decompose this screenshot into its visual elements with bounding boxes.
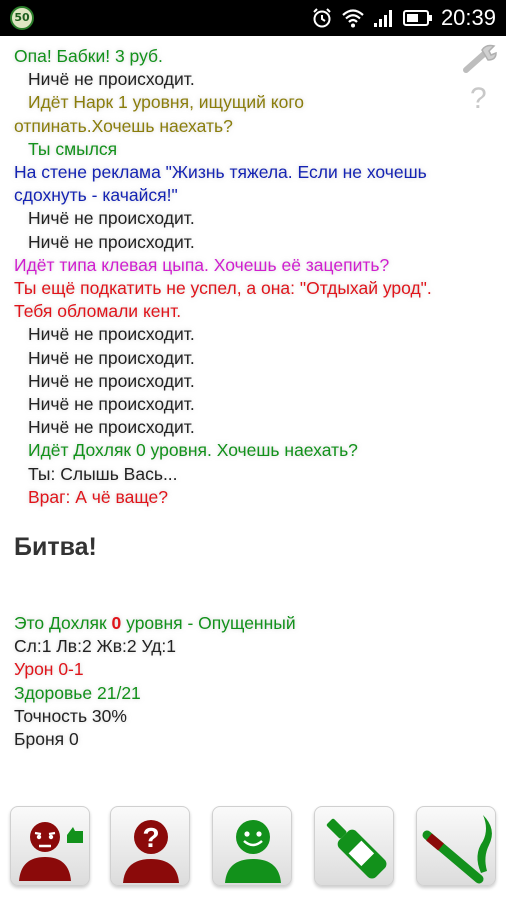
battery-icon <box>403 9 433 27</box>
signal-icon <box>373 8 395 28</box>
enemy-stats: Сл:1 Лв:2 Жв:2 Уд:1 <box>14 636 177 657</box>
bottle-icon <box>315 807 395 887</box>
svg-text:?: ? <box>142 822 160 853</box>
bottle-button[interactable] <box>314 806 394 886</box>
status-bar <box>0 0 506 36</box>
log-line: Тебя обломали кент. <box>14 301 182 322</box>
help-icon[interactable]: ? <box>470 82 487 115</box>
attack-button[interactable] <box>10 806 90 886</box>
cigarette-button[interactable] <box>416 806 496 886</box>
battle-title: Битва! <box>14 533 97 561</box>
enemy-prefix: Это Дохляк <box>14 613 112 633</box>
event-log <box>14 45 484 509</box>
cigarette-icon <box>417 807 497 887</box>
enemy-health: Здоровье 21/21 <box>14 682 141 703</box>
wifi-icon <box>341 8 365 28</box>
question-face-icon <box>111 807 191 887</box>
question-button[interactable] <box>110 806 190 886</box>
notification-badge: 50 <box>10 6 34 30</box>
log-line: Ничё не происходит. <box>28 208 195 229</box>
enemy-damage: Урон 0-1 <box>14 659 84 680</box>
log-line: Ничё не происходит. <box>28 394 195 415</box>
friendly-button[interactable] <box>212 806 292 886</box>
log-line: Ничё не происходит. <box>28 324 195 345</box>
smiley-face-icon <box>213 807 293 887</box>
log-line: Ты ещё подкатить не успел, а она: "Отдыхай урод". <box>14 278 432 299</box>
clock: 20:39 <box>440 5 496 30</box>
log-line: Идёт Дохляк 0 уровня. Хочешь наехать? <box>28 440 358 461</box>
enemy-name <box>14 612 296 635</box>
log-line: Идёт Нарк 1 уровня, ищущий кого <box>28 92 305 113</box>
log-line: Идёт типа клевая цыпа. Хочешь её зацепить? <box>14 254 390 275</box>
log-line: Ничё не происходит. <box>28 370 195 391</box>
log-line: Ты смылся <box>28 138 118 159</box>
log-line: Ничё не происходит. <box>28 69 195 90</box>
log-line: Ты: Слышь Вась... <box>28 463 178 484</box>
enemy-info <box>14 612 296 751</box>
enemy-accuracy: Точность 30% <box>14 705 127 726</box>
angry-face-thumbs-icon <box>11 807 91 887</box>
action-bar <box>0 806 506 900</box>
log-line: Враг: А чё ваще? <box>28 486 168 507</box>
log-line: отпинать.Хочешь наехать? <box>14 115 233 136</box>
enemy-armor: Броня 0 <box>14 729 79 750</box>
alarm-icon <box>311 7 333 29</box>
log-line: На стене реклама "Жизнь тяжела. Если не хочешь <box>14 162 427 183</box>
log-line: Ничё не происходит. <box>28 417 195 438</box>
status-icons <box>311 0 496 36</box>
log-line: Опа! Бабки! 3 руб. <box>14 46 163 66</box>
log-line: Ничё не происходит. <box>28 231 195 252</box>
log-line: сдохнуть - качайся!" <box>14 185 178 206</box>
enemy-level: 0 <box>111 613 122 633</box>
log-line: Ничё не происходит. <box>28 347 195 368</box>
enemy-suffix: уровня - Опущенный <box>121 613 296 633</box>
